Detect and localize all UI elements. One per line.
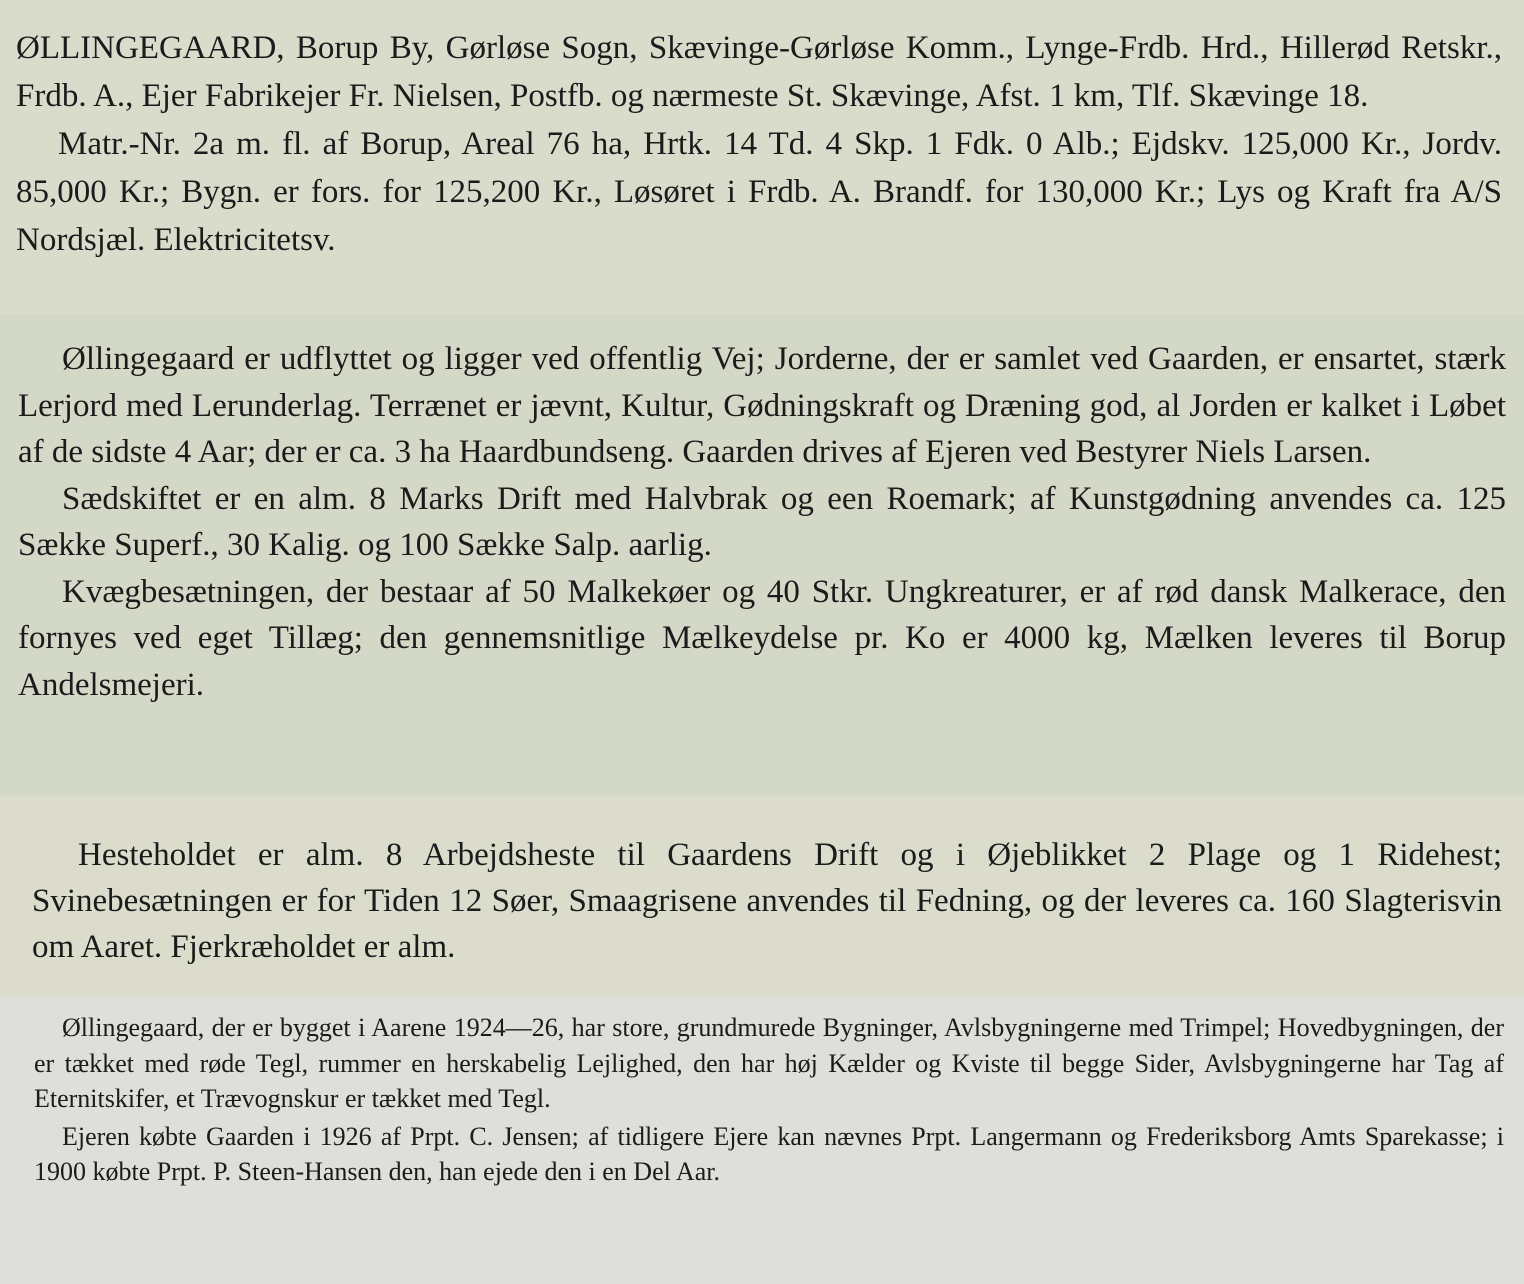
description-block bbox=[0, 314, 1524, 796]
buildings-ownership-block bbox=[0, 996, 1524, 1284]
ownership-paragraph: Ejeren købte Gaarden i 1926 af Prpt. C. Jensen; af tidligere Ejere kan nævnes Prpt. Langermann og Frederiksborg Amts Sparekasse; i 1900 købte Prpt. P. Steen-Hansen den, han ejede den i en Del Aar. bbox=[34, 1121, 1504, 1186]
horses-pigs-paragraph: Hesteholdet er alm. 8 Arbejdsheste til Gaardens Drift og i Øjeblikket 2 Plage og 1 Ridehest; Svinebesætningen er for Tiden 12 Søer, Smaagrisene anvendes til Fedning, og der leveres ca. 160 Slagterisvin om Aaret. Fjerkræholdet er alm. bbox=[32, 837, 1502, 965]
buildings-paragraph: Øllingegaard, der er bygget i Aarene 1924—26, har store, grundmurede Bygninger, Avlsbygningerne med Trimpel; Hovedbygningen, der er tækket med røde Tegl, rummer en herskabelig Lejlighed, den har høj Kælder og Kviste til begge Sider, Avlsbygningerne har Tag af Eternitskifer, et Trævognskur er tækket med Tegl. bbox=[34, 1013, 1504, 1113]
entry-heading: ØLLINGEGAARD, Borup By, Gørløse Sogn, Skævinge-Gørløse Komm., Lynge-Frdb. Hrd., Hillerød Retskr., Frdb. A., Ejer Fabrikejer Fr. Nielsen, Postfb. og nærmeste St. Skævinge, Afst. 1 km, Tlf. Skævinge 18. bbox=[16, 30, 1502, 114]
cattle-paragraph: Kvægbesætningen, der bestaar af 50 Malkekøer og 40 Stkr. Ungkreaturer, er af rød dansk Malkerace, den fornyes ved eget Tillæg; den gennemsnitlige Mælkeydelse pr. Ko er 4000 kg, Mælken leveres til Borup Andelsmejeri. bbox=[18, 573, 1506, 703]
entry-header-block bbox=[0, 0, 1524, 314]
livestock-block bbox=[0, 796, 1524, 996]
entry-matrikel-paragraph: Matr.-Nr. 2a m. fl. af Borup, Areal 76 ha, Hrtk. 14 Td. 4 Skp. 1 Fdk. 0 Alb.; Ejdskv. 125,000 Kr., Jordv. 85,000 Kr.; Bygn. er fors. for 125,200 Kr., Løsøret i Frdb. A. Brandf. for 130,000 Kr.; Lys og Kraft fra A/S Nordsjæl. Elektricitetsv. bbox=[16, 126, 1502, 258]
crop-rotation-paragraph: Sædskiftet er en alm. 8 Marks Drift med Halvbrak og een Roemark; af Kunstgødning anvendes ca. 125 Sække Superf., 30 Kalig. og 100 Sække Salp. aarlig. bbox=[18, 480, 1506, 563]
soil-paragraph: Øllingegaard er udflyttet og ligger ved offentlig Vej; Jorderne, der er samlet ved Gaarden, er ensartet, stærk Lerjord med Lerunderlag. Terrænet er jævnt, Kultur, Gødningskraft og Dræning god, al Jorden er kalket i Løbet af de sidste 4 Aar; der er ca. 3 ha Haardbundseng. Gaarden drives af Ejeren ved Bestyrer Niels Larsen. bbox=[18, 341, 1506, 470]
